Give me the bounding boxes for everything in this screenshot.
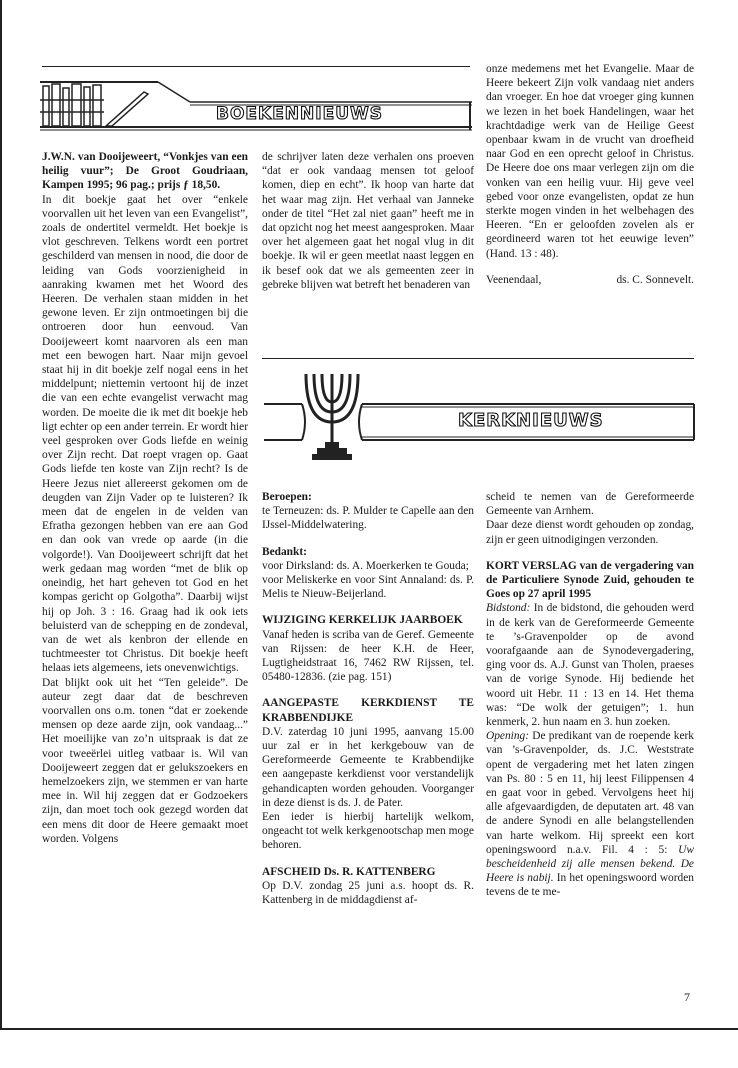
review-column-3: [486, 62, 694, 287]
boekennieuws-title: BOEKENNIEUWS: [216, 104, 384, 124]
wijziging-heading: WIJZIGING KERKELIJK JAARBOEK: [262, 614, 463, 627]
page-border-left: [0, 0, 2, 1030]
review-text-1: In dit boekje gaat het over “enkele voorvallen uit het leven van een Evangelist”, zoals de ondertitel vermeldt. Het boekje is vlot geschreven. Telkens wordt een portret geschilderd van mensen in nood, die door de leiding van Gods voorzienigheid in aanraking kwamen met het Woord des Heeren. De verhalen staan midden in het gewone leven. Er zijn ontmoetingen bij die ontroeren door hun eenvoud. Van Dooijeweert komt naarvoren als een man met een bewogen hart. Naar mijn gevoel staat hij in dit boekje zelf nogal eens in het middelpunt; niettemin vertoont hij de inzet die van een echte evangelist verwacht mag worden. De moeite die ik met dit boekje heb ligt echter op een ander terrein. Er wordt hier veel gesproken over Gods liefde en weinig over Zijn recht. Dat roept vragen op. Gaat Gods liefde ten koste van Zijn recht? Is de Heere Jezus niet allereerst gekomen om de deugden van Zijn Vader op te luisteren? Ik meen dat de engelen in de velden van Efratha gezongen hebben van ere aan God en dan ook van vrede op aarde (in die volgorde!). Van Dooijeweert schrijft dat het werk gedaan mag worden “met de blik op oneindig, het hart geheven tot God en het kompas gericht op Golgotha”. Daarbij wijst hij op Joh. 3 : 16. Graag had ik ook iets beluisterd van de schepping en de zondeval, van de wet als kenbron der ellende en tuchtmeester tot Christus. Dit boekje heeft helaas iets algemeens, iets onevenwichtigs.: [42, 193, 248, 675]
aangepaste-heading: AANGEPASTE KERKDIENST TE KRABBENDIJKE: [262, 697, 474, 724]
opening-label: Opening:: [486, 730, 530, 743]
review-text-3: de schrijver laten deze verhalen ons proeven “dat er ook vandaag mensen tot geloof komen, diep en echt”. Ik hoop van harte dat het waar mag zijn. Het verhaal van Janneke onder de titel “Het zal niet gaan” heeft me in dat opzicht nog het meest aangesproken. Maar over het algemeen gaat het nogal vlug in dit boekje. Ik wil er geen meetlat naast leggen en ik besef ook dat we als gemeenten zeer in gebreke blijven wat betreft het benaderen van: [262, 151, 474, 291]
bedankt-heading: Bedankt:: [262, 545, 307, 558]
top-rule: [42, 66, 470, 67]
review-column-2: [262, 150, 474, 292]
beroepen-heading: Beroepen:: [262, 491, 312, 503]
kerknieuws-banner: [262, 372, 696, 472]
opening-tail: In het openingswoord worden tevens de te me-: [486, 872, 694, 899]
page-border-bottom: [0, 1028, 738, 1030]
bedankt-text-2: voor Meliskerke en voor Sint Annaland: ds. P. Melis te Nieuw-Beijerland.: [262, 574, 474, 601]
aangepaste-text-2: Een ieder is hierbij hartelijk welkom, ongeacht tot welk kerkgenootschap men moge behoren.: [262, 811, 474, 852]
review-text-2: Dat blijkt ook uit het “Ten geleide”. De auteur zegt daar dat de beschreven voorvallen ons o.m. tonen “dat er zoekende mensen op deze aarde zijn, ook vandaag...” Het moeilijke van zo’n uitspraak is dat ze voor tweeërlei uitleg vatbaar is. Wil van Dooijeweert zeggen dat er gelukszoekers en hemelzoekers zijn, we stemmen er van harte mee in. Wil hij zeggen dat er Godzoekers zijn, dan moet toch ook gezegd worden dat een mens dit door de Heere gemaakt moet worden. Volgens: [42, 676, 248, 845]
review-text-4: onze medemens met het Evangelie. Maar de Heere bekeert Zijn volk vandaag niet anders dan vroeger. En hoe dat vroeger ging kunnen we lezen in het boek Handelingen, waar het krachtdadige werk van de Heilige Geest openbaar kwam in de vrucht van droefheid naar God en een oprecht geloof in Christus. De Heere doe ons maar verlegen zijn om die vonken van een heilig vuur. Hij geve veel gebed voor onze evangelisten, opdat ze hun sterkte mogen vinden in het welbehagen des Heeren. “En er geloofden zovelen als er geordineerd waren tot het eeuwige leven” (Hand. 13 : 48).: [486, 63, 694, 260]
signature: [486, 273, 694, 287]
review-column-1: [42, 150, 248, 846]
review-heading: J.W.N. van Dooijeweert, “Vonkjes van een heilig vuur”; De Groot Goudriaan, Kampen 1995; 96 pag.; prijs ƒ 18,50.: [42, 151, 248, 192]
verslag-heading: KORT VERSLAG van de vergadering van de Particuliere Synode Zuid, gehouden te Goes op 27 april 1995: [486, 559, 694, 601]
boekennieuws-banner: [40, 80, 472, 132]
afscheid-continued: scheid te nemen van de Gereformeerde Gemeente van Arnhem.: [486, 491, 694, 518]
opening-quote: Uw bescheidenheid zij alle mensen bekend. De Heere is nabij.: [486, 843, 694, 885]
kerk-column-3: [486, 490, 694, 900]
signature-name: ds. C. Sonnevelt.: [616, 273, 694, 286]
opening-paragraph: [486, 729, 694, 899]
uitnodigingen-text: Daar deze dienst wordt gehouden op zondag, zijn er geen uitnodigingen verzonden.: [486, 519, 694, 546]
signature-place: Veenendaal,: [486, 273, 542, 286]
page-number: 7: [684, 990, 690, 1004]
beroepen-text: te Terneuzen: ds. P. Mulder te Capelle aan den IJssel-Middelwatering.: [262, 505, 474, 532]
aangepaste-text-1: D.V. zaterdag 10 juni 1995, aanvang 15.00 uur zal er in het kerkgebouw van de Gereformeerde Gemeente te Krabbendijke een aangepaste kerkdienst voor verstandelijk gehandicapten worden gehouden. Voorganger in deze dienst is ds. J. de Pater.: [262, 725, 474, 809]
afscheid-heading: AFSCHEID Ds. R. KATTENBERG: [262, 865, 436, 878]
bidstond-label: Bidstond:: [486, 602, 531, 615]
kerknieuws-title: KERKNIEUWS: [458, 410, 604, 431]
wijziging-text: Vanaf heden is scriba van de Geref. Gemeente van Rijssen: de heer K.H. de Heer, Lugtigheidstraat 16, 7462 RW Rijssen, tel. 05480-12836. (zie pag. 151): [262, 628, 474, 684]
bedankt-text-1: voor Dirksland: ds. A. Moerkerken te Gouda;: [262, 559, 469, 572]
opening-text: De predikant van de roepende kerk van ’s-Gravenpolder, ds. J.C. Weststrate opent de vergadering met het laten zingen van Ps. 80 : 5 en 11, hij leest Filippensen 4 en gaat voor in gebed. Vervolgens heet hij alle afgevaardigden, de deputaten art. 48 van de andere Synodi en alle belangstellenden van harte welkom. Hij spreekt een kort openingswoord n.a.v. Fil. 4 : 5:: [486, 730, 694, 856]
bidstond-text: In de bidstond, die gehouden werd in de kerk van de Gereformeerde Gemeente te ’s-Gravenpolder op de avond voorafgaande aan de Synodevergadering, ging voor ds. A.J. Gunst van Tholen, praeses van de vorige Synode. Hij bediende het woord uit Hebr. 11 : 13 en 14. Het thema was: “De wolk der getuigen”; 1. hun kenmerk, 2. hun naam en 3. hun zoeken.: [486, 602, 694, 729]
bidstond-paragraph: [486, 601, 694, 729]
afscheid-text: Op D.V. zondag 25 juni a.s. hoopt ds. R. Kattenberg in de middagdienst af-: [262, 879, 474, 907]
kerk-column-2: [262, 490, 474, 907]
middle-rule: [262, 358, 694, 359]
